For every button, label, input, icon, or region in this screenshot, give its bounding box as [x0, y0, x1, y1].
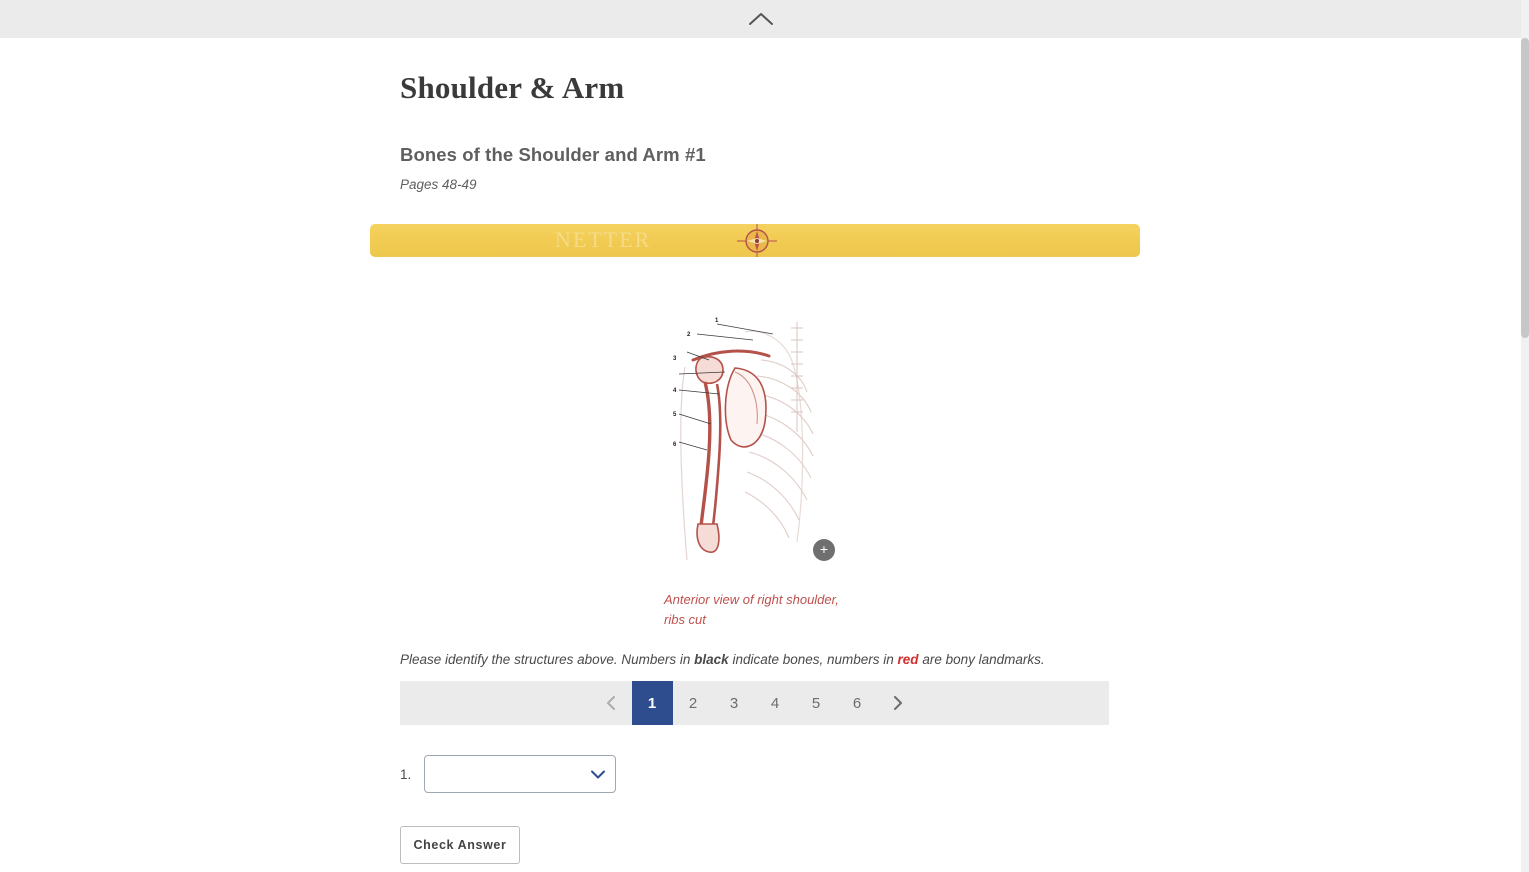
pager-items: [591, 681, 919, 725]
svg-text:2: 2: [687, 332, 691, 338]
instructions-black-word: black: [694, 652, 729, 667]
instructions-mid: indicate bones, numbers in: [728, 652, 898, 667]
svg-text:5: 5: [673, 412, 677, 418]
chevron-left-icon[interactable]: [591, 681, 632, 725]
figure-caption: Anterior view of right shoulder, ribs cut: [664, 592, 839, 627]
pager-page-1[interactable]: 1: [632, 681, 673, 725]
chevron-down-icon: [591, 770, 605, 779]
pager-page-3[interactable]: 3: [729, 694, 739, 712]
page-scrollbar-track[interactable]: [1521, 0, 1529, 872]
compass-rose-icon: [735, 224, 779, 257]
lesson-content: [400, 38, 1110, 872]
instructions-text: [400, 652, 1110, 667]
svg-text:3: 3: [673, 356, 677, 362]
anatomy-illustration[interactable]: [665, 312, 840, 562]
section-banner: [370, 224, 1140, 257]
instructions-lead: Please identify the structures above. Numbers in: [400, 652, 695, 667]
page-scroll-area: [0, 38, 1521, 872]
svg-text:1: 1: [715, 318, 719, 324]
chevron-up-icon[interactable]: [747, 5, 775, 33]
page-scrollbar-thumb[interactable]: [1521, 38, 1529, 338]
instructions-tail: are bony landmarks.: [918, 652, 1045, 667]
answer-row: [400, 755, 1110, 793]
svg-text:6: 6: [673, 442, 677, 448]
pager-page-5[interactable]: 5: [811, 694, 821, 712]
question-number: 1.: [400, 766, 412, 782]
page-reference: Pages 48-49: [400, 177, 477, 192]
collapse-toolbar: [0, 0, 1521, 38]
figure-container: [400, 312, 1110, 627]
section-title: Bones of the Shoulder and Arm #1: [400, 144, 706, 165]
page-title: Shoulder & Arm: [400, 70, 625, 105]
zoom-in-button[interactable]: +: [813, 539, 835, 561]
chevron-right-icon[interactable]: [878, 681, 919, 725]
pager-page-6[interactable]: 6: [852, 694, 862, 712]
answer-select[interactable]: [424, 755, 616, 793]
pager-page-4[interactable]: 4: [770, 694, 780, 712]
check-answer-button[interactable]: Check Answer: [400, 826, 520, 864]
pager-page-2[interactable]: 2: [688, 694, 698, 712]
question-pager: [400, 681, 1109, 725]
banner-watermark-text: NETTER: [555, 227, 652, 252]
instructions-red-word: red: [897, 652, 919, 667]
svg-text:4: 4: [673, 388, 677, 394]
